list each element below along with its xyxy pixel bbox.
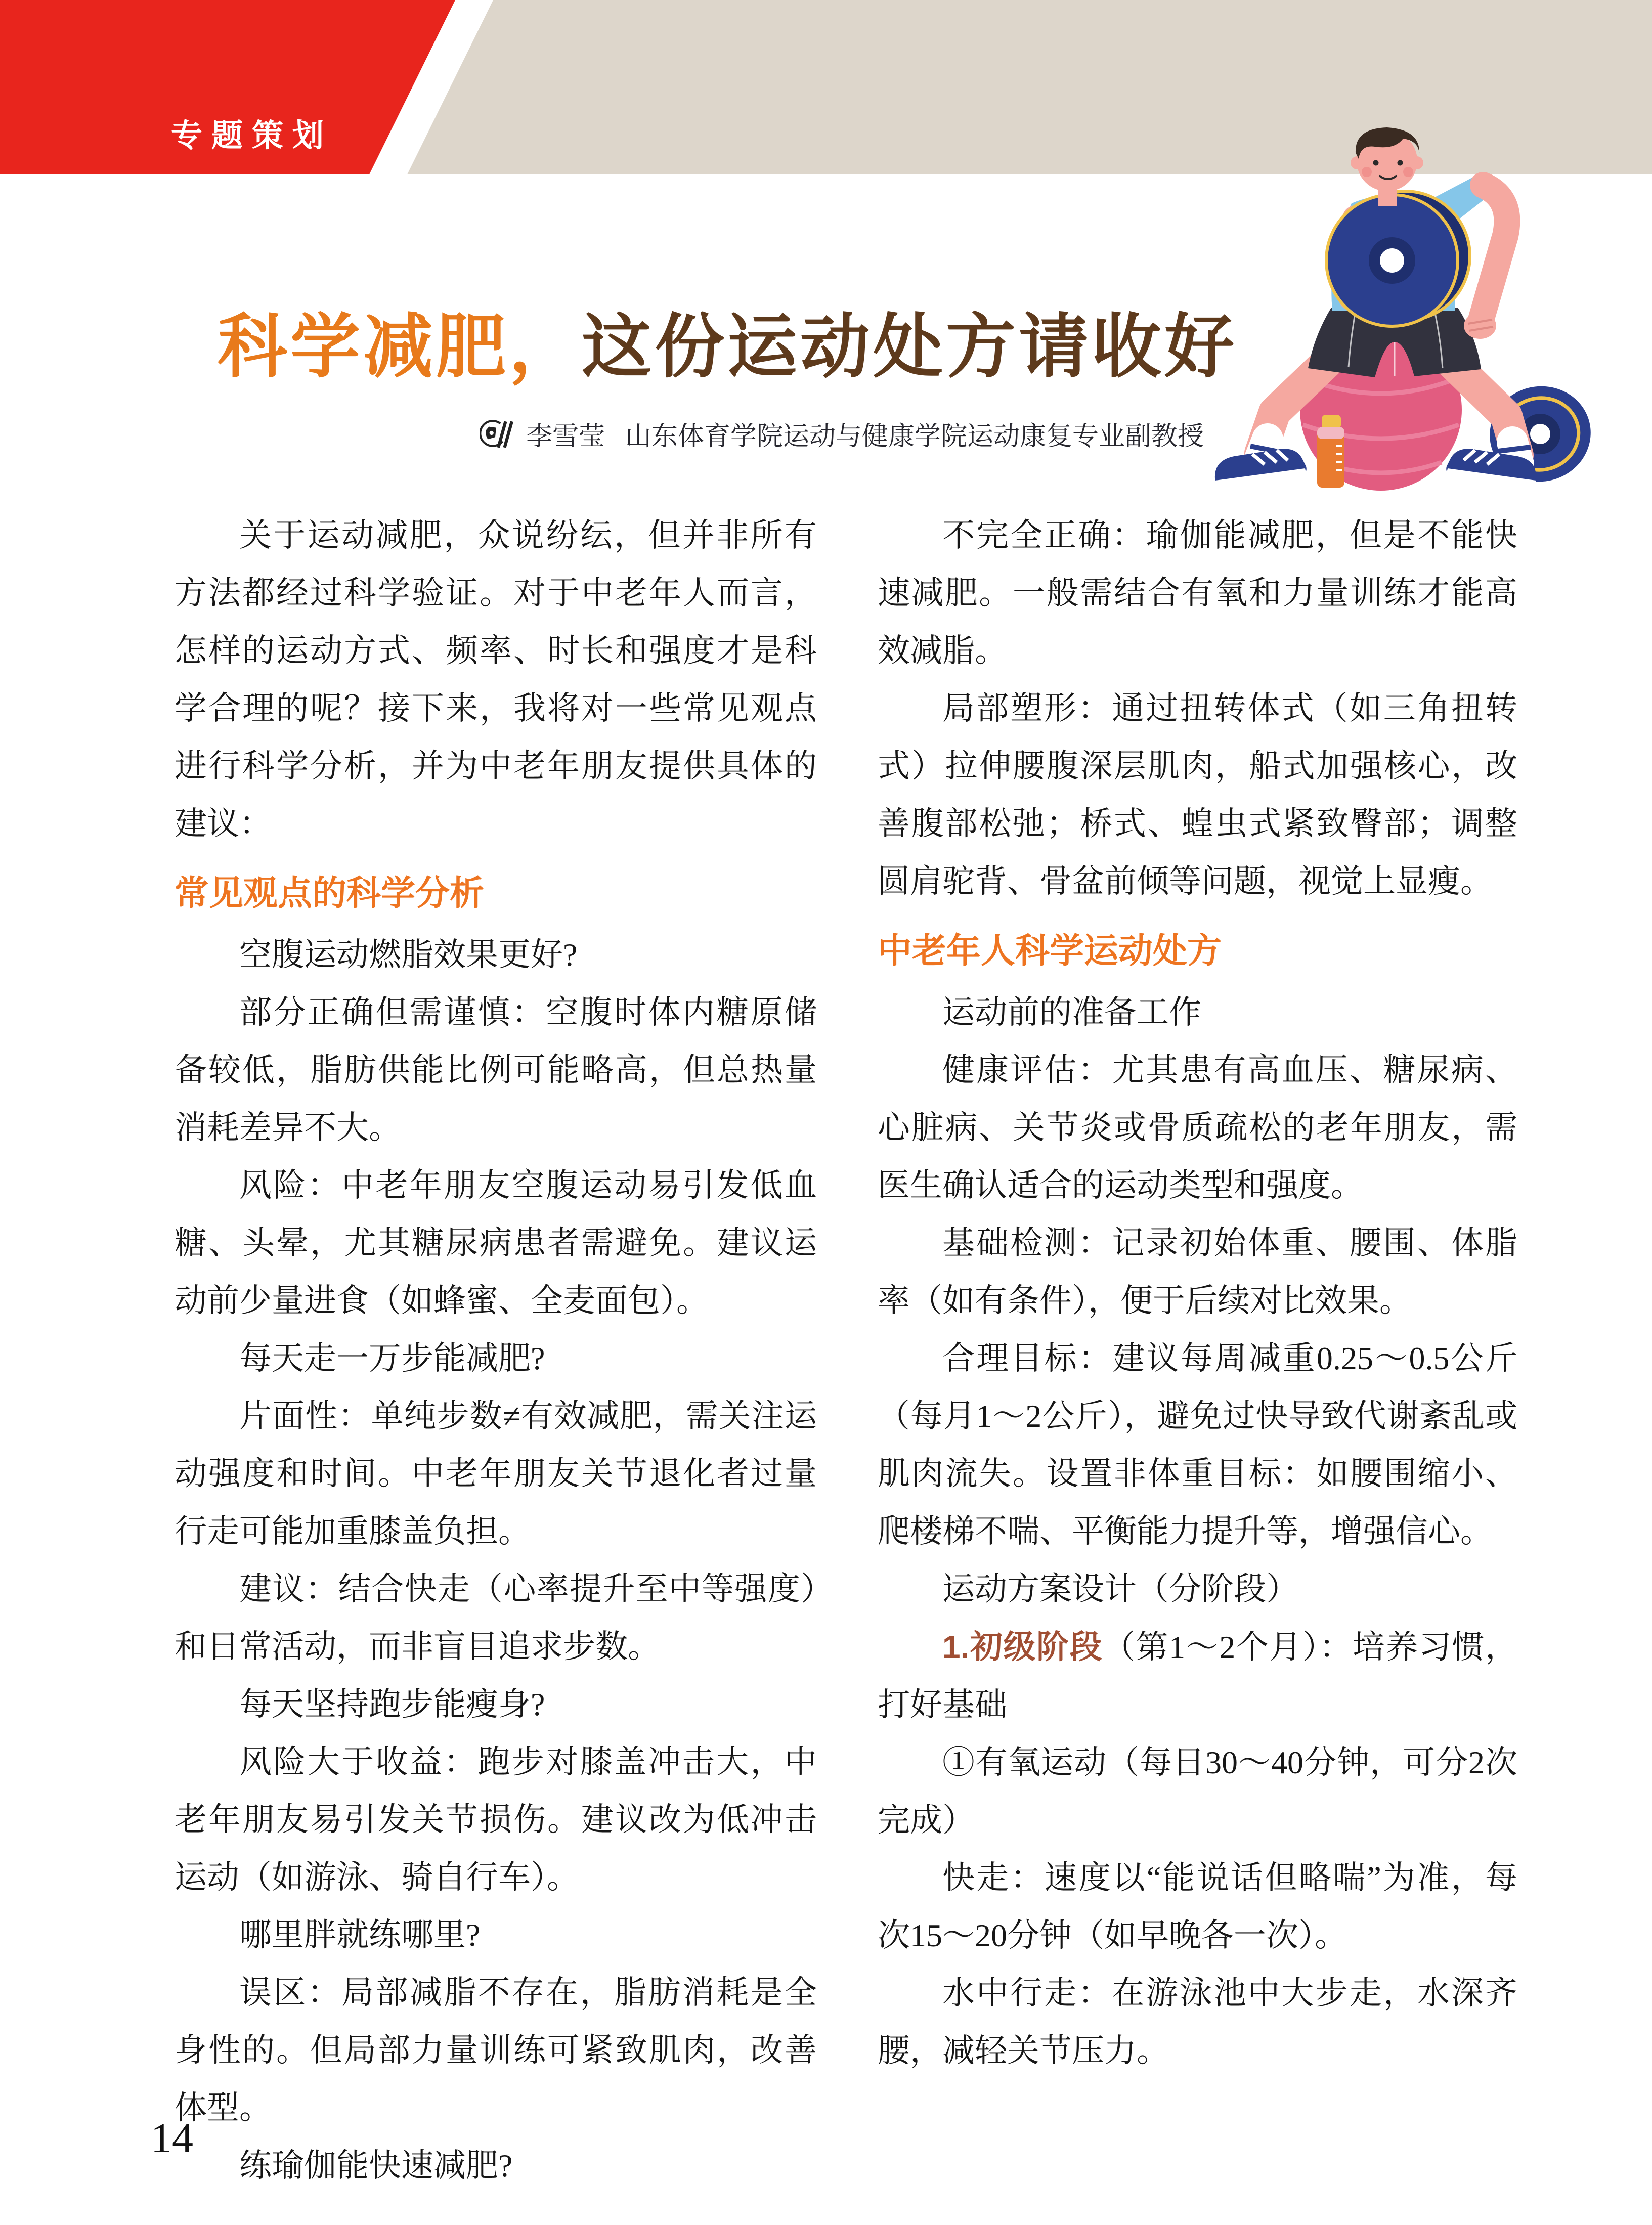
article-title-lead: 科学减肥，	[218, 309, 582, 386]
paragraph: 快走：速度以“能说话但略喘”为准，每次15～20分钟（如早晚各一次）。	[878, 1860, 1517, 1953]
page-number: 14	[151, 2115, 193, 2162]
question-line: 运动前的准备工作	[942, 994, 1201, 1030]
paragraph: 误区：局部减脂不存在，脂肪消耗是全身性的。但局部力量训练可紧致肌肉，改善体型。	[175, 1975, 817, 2126]
pen-icon	[480, 417, 513, 451]
paragraph: 局部塑形：通过扭转体式（如三角扭转式）拉伸腰腹深层肌肉，船式加强核心，改善腹部松弛；桥式、蝗虫式紧致臀部；调整圆肩驼背、骨盆前倾等问题，视觉上显瘦。	[878, 690, 1517, 899]
section-heading: 中老年人科学运动处方	[878, 932, 1222, 970]
stage-label: 1.初级阶段	[942, 1629, 1103, 1665]
section-heading: 常见观点的科学分析	[175, 874, 485, 912]
left-column	[175, 507, 817, 2195]
weight-plate-icon	[1326, 191, 1470, 326]
paragraph: 不完全正确：瑜伽能减肥，但是不能快速减肥。一般需结合有氧和力量训练才能高效减脂。	[878, 517, 1517, 669]
paragraph: 合理目标：建议每周减重0.25～0.5公斤（每月1～2公斤），避免过快导致代谢紊乱或肌肉流失。设置非体重目标：如腰围缩小、爬楼梯不喘、平衡能力提升等，增强信心。	[878, 1340, 1517, 1549]
stage-paragraph	[878, 1618, 1517, 1734]
paragraph: 建议：结合快走（心率提升至中等强度）和日常活动，而非盲目追求步数。	[175, 1571, 817, 1665]
article-title	[218, 308, 1237, 388]
author-name: 李雪莹	[526, 422, 605, 451]
right-column	[878, 507, 1517, 2195]
article-title-rest: 这份运动处方请收好	[582, 309, 1238, 386]
paragraph: 水中行走：在游泳池中大步走，水深齐腰，减轻关节压力。	[878, 1975, 1517, 2069]
paragraph: 风险大于收益：跑步对膝盖冲击大，中老年朋友易引发关节损伤。建议改为低冲击运动（如游泳、骑自行车）。	[175, 1744, 817, 1895]
paragraph: 部分正确但需谨慎：空腹时体内糖原储备较低，脂肪供能比例可能略高，但总热量消耗差异不大。	[175, 994, 817, 1146]
paragraph: 基础检测：记录初始体重、腰围、体脂率（如有条件），便于后续对比效果。	[878, 1225, 1517, 1319]
stage-text: （第1～2个月）：培养习惯，打好基础	[878, 1629, 1518, 1723]
question-line: 练瑜伽能快速减肥?	[239, 2148, 513, 2184]
paragraph: ①有氧运动（每日30～40分钟，可分2次完成）	[878, 1744, 1517, 1838]
paragraph: 关于运动减肥，众说纷纭，但并非所有方法都经过科学验证。对于中老年人而言，怎样的运动方式、频率、时长和强度才是科学合理的呢？接下来，我将对一些常见观点进行科学分析，并为中老年朋友提供具体的建议：	[175, 517, 817, 842]
exercise-illustration	[1204, 86, 1598, 491]
question-line: 每天走一万步能减肥?	[239, 1340, 545, 1376]
byline	[480, 415, 1204, 453]
article-body	[175, 507, 1517, 2195]
paragraph: 健康评估：尤其患有高血压、糖尿病、心脏病、关节炎或骨质疏松的老年朋友，需医生确认适合的运动类型和强度。	[878, 1052, 1517, 1203]
left-sneaker-icon	[1215, 449, 1307, 490]
question-line: 空腹运动燃脂效果更好?	[239, 937, 578, 973]
section-corner-tag: 专题策划	[171, 118, 333, 153]
question-line: 哪里胖就练哪里?	[239, 1917, 481, 1953]
paragraph: 片面性：单纯步数≠有效减肥，需关注运动强度和时间。中老年朋友关节退化者过量行走可能加重膝盖负担。	[175, 1398, 817, 1549]
author-affiliation: 山东体育学院运动与健康学院运动康复专业副教授	[625, 422, 1204, 451]
question-line: 每天坚持跑步能瘦身?	[239, 1686, 545, 1722]
paragraph: 风险：中老年朋友空腹运动易引发低血糖、头晕，尤其糖尿病患者需避免。建议运动前少量进食（如蜂蜜、全麦面包）。	[175, 1167, 817, 1319]
question-line: 运动方案设计（分阶段）	[942, 1571, 1298, 1607]
